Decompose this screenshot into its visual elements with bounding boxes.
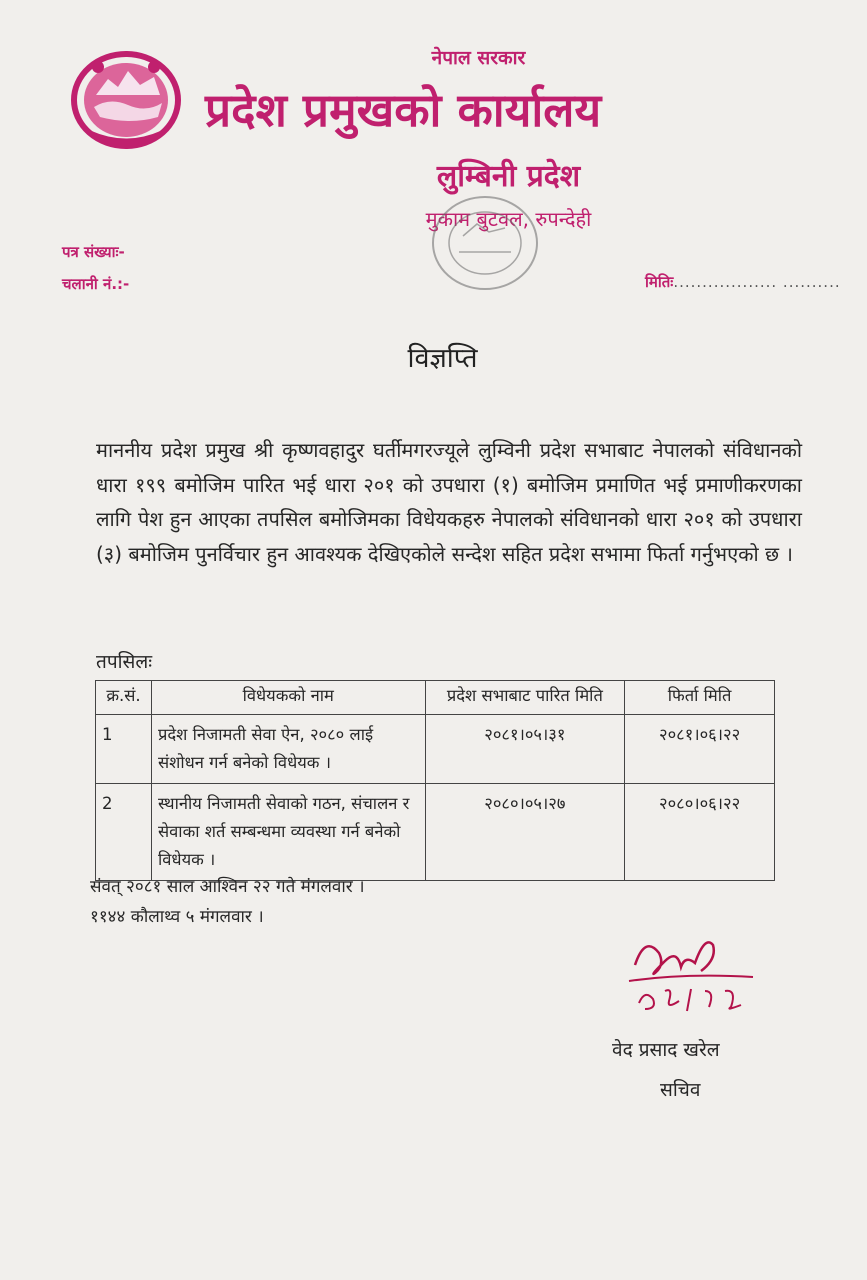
bills-table xyxy=(95,680,775,881)
header-returned-date: फिर्ता मिति xyxy=(625,681,775,715)
office-stamp xyxy=(425,188,545,298)
row-bill-name: प्रदेश निजामती सेवा ऐन, २०८० लाई संशोधन गर्न बनेको विधेयक । xyxy=(151,715,425,784)
table-row xyxy=(96,715,775,784)
date-value: .................. .......... xyxy=(673,273,841,291)
signer-title: सचिव xyxy=(660,1079,701,1101)
header-bill-name: विधेयकको नाम xyxy=(151,681,425,715)
date-field xyxy=(645,272,841,292)
row-bill-name: स्थानीय निजामती सेवाको गठन, संचालन र सेवाका शर्त सम्बन्धमा व्यवस्था गर्न बनेको विधेयक । xyxy=(151,784,425,881)
row-passed-date: २०८१।०५।३१ xyxy=(425,715,625,784)
row-returned-date: २०८१।०६।२२ xyxy=(625,715,775,784)
row-serial: 2 xyxy=(96,784,152,881)
headquarters: मुकाम बुटवल, रुपन्देही xyxy=(425,207,592,231)
footer-date-bs: संवत् २०८१ साल आश्विन २२ गते मंगलवार । xyxy=(90,877,365,897)
schedule-label: तपसिलः xyxy=(96,651,153,673)
office-title: प्रदेश प्रमुखको कार्यालय xyxy=(205,83,602,137)
handwritten-signature xyxy=(625,925,765,1015)
province-name: लुम्बिनी प्रदेश xyxy=(436,159,581,194)
notice-body: माननीय प्रदेश प्रमुख श्री कृष्णवहादुर घर्तीमगरज्यूले लुम्विनी प्रदेश सभाबाट नेपालको संविधानको धारा १९९ बमोजिम पारित भई धारा २०१ को उपधारा (१) बमोजिम प्रमाणित भई प्रमाणीकरणका लागि पेश हुन आएका तपसिल बमोजिमका विधेयकहरु नेपालको संविधानको धारा २०१ को उपधारा (३) बमोजिम पुनर्विचार हुन आवश्यक देखिएकोले सन्देश सहित प्रदेश सभामा फिर्ता गर्नुभएको छ । xyxy=(96,438,802,566)
row-serial: 1 xyxy=(96,715,152,784)
row-passed-date: २०८०।०५।२७ xyxy=(425,784,625,881)
date-label: मितिः xyxy=(645,273,674,291)
header-passed-date: प्रदेश सभाबाट पारित मिति xyxy=(425,681,625,715)
notice-title: विज्ञप्ति xyxy=(407,343,478,374)
government-name: नेपाल सरकार xyxy=(431,47,526,69)
row-returned-date: २०८०।०६।२२ xyxy=(625,784,775,881)
table-header-row xyxy=(96,681,775,715)
dispatch-number-label: चलानी नं.:- xyxy=(62,275,130,293)
table-row xyxy=(96,784,775,881)
header-serial: क्र.सं. xyxy=(96,681,152,715)
letter-number-label: पत्र संख्याः- xyxy=(62,243,125,261)
signer-name: वेद प्रसाद खरेल xyxy=(612,1039,720,1061)
footer-date-nepal-sambat: ११४४ कौलाथ्व ५ मंगलवार । xyxy=(90,907,264,927)
